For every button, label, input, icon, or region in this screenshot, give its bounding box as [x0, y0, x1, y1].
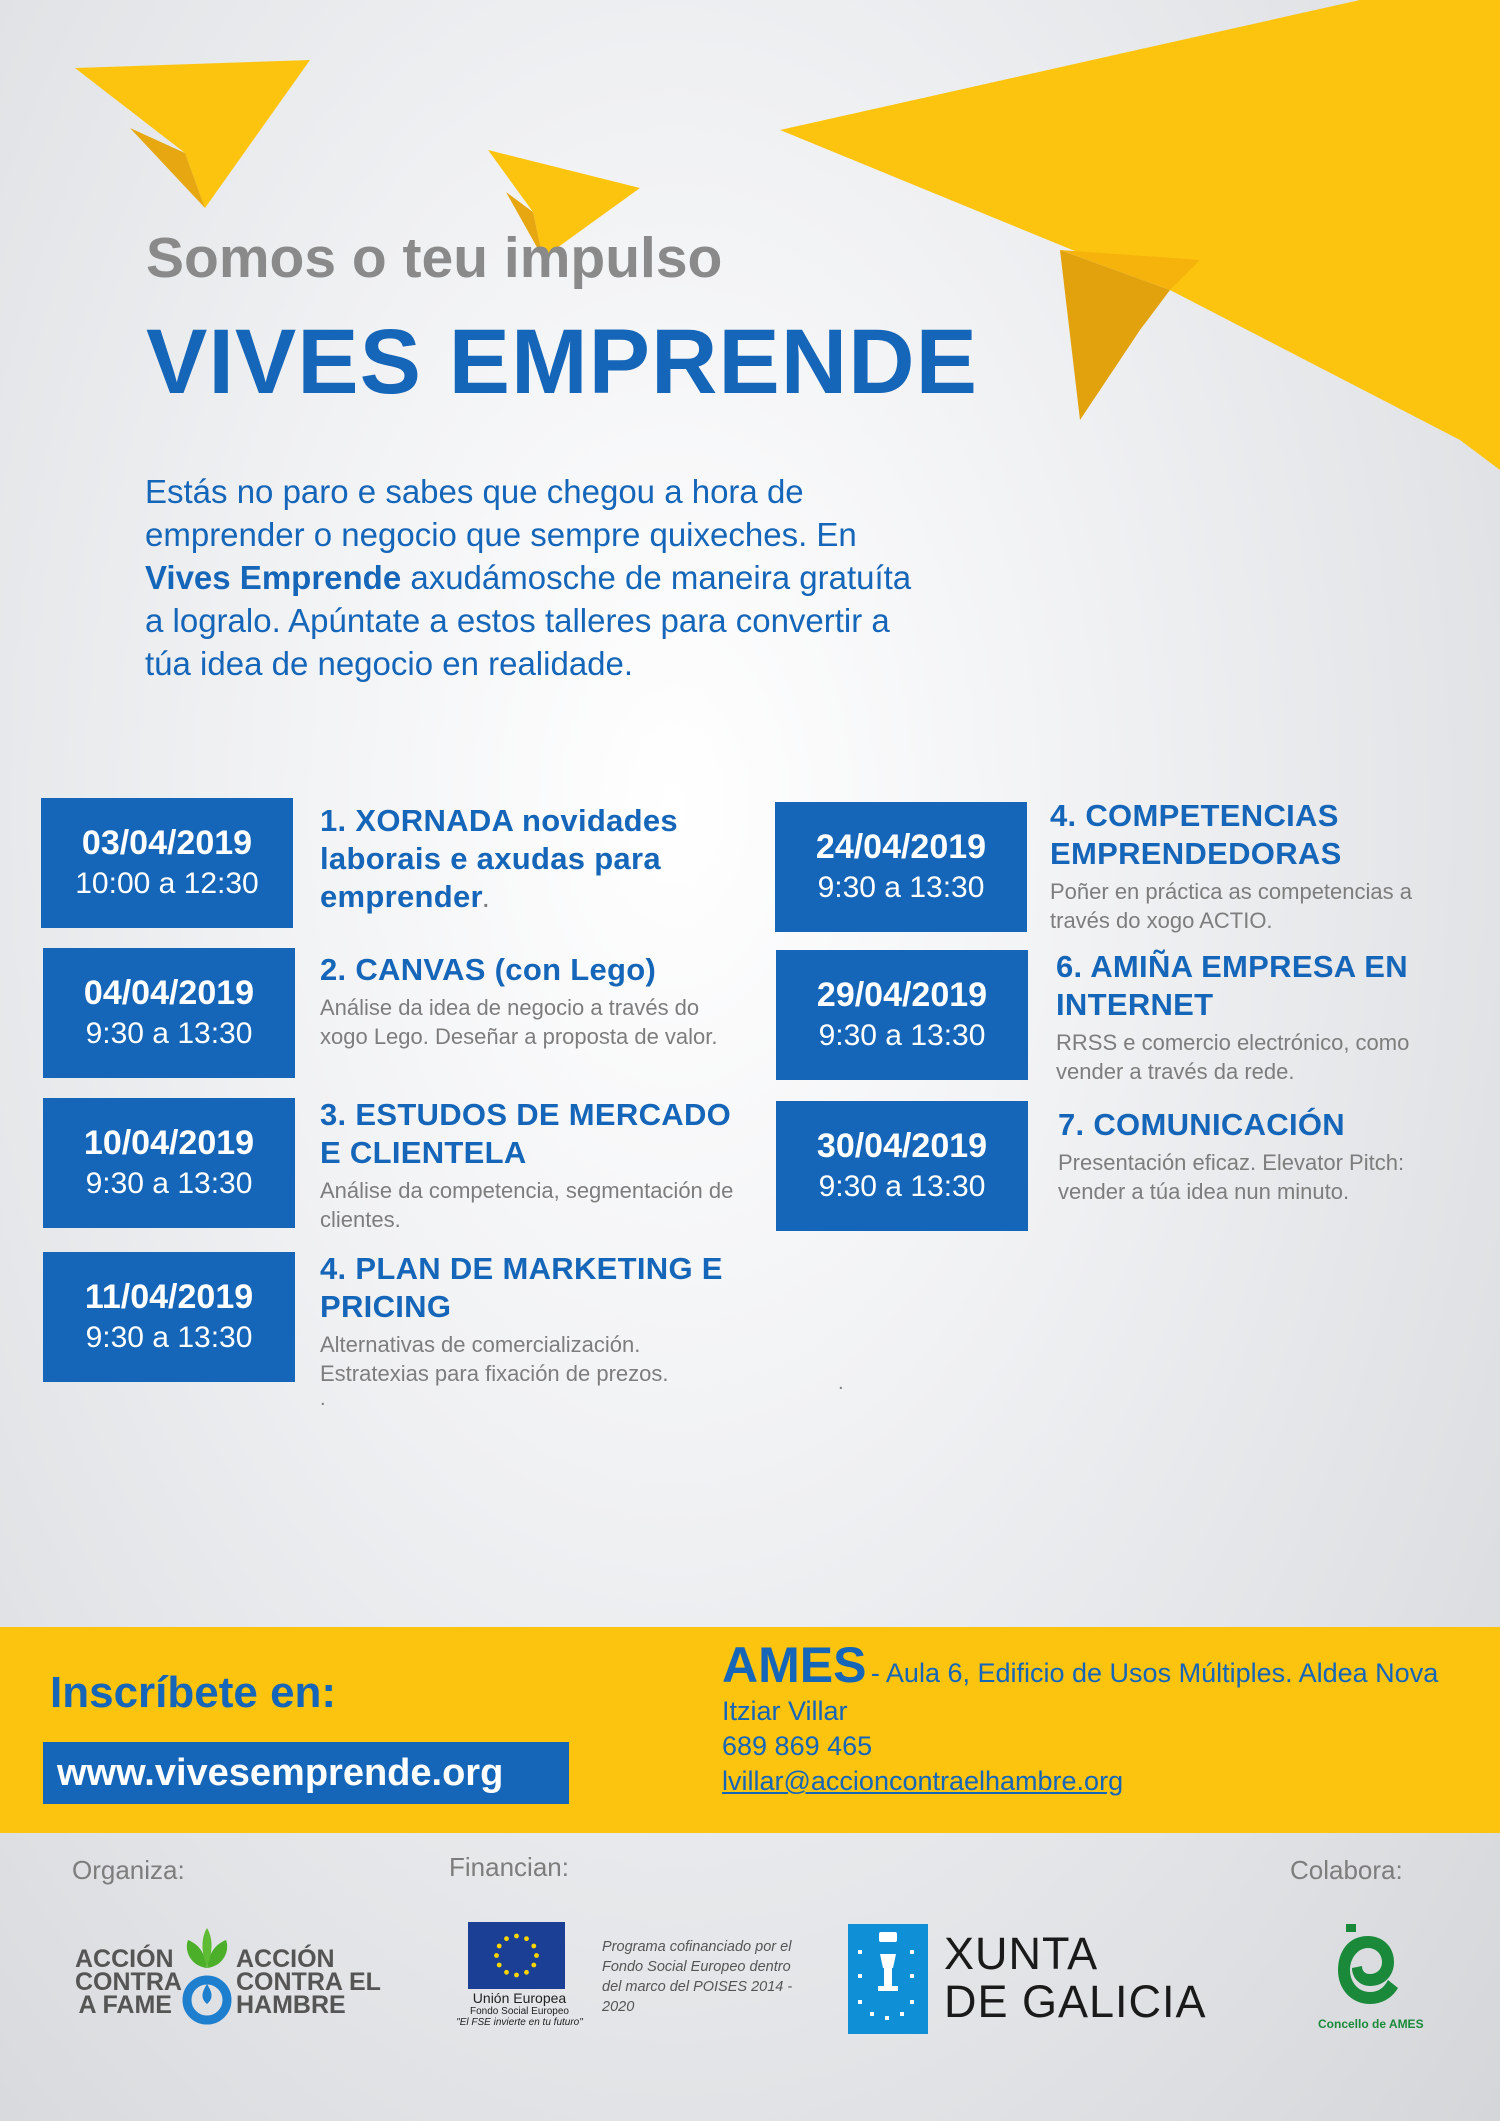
workshop-date: 29/04/2019 [816, 976, 988, 1014]
workshop-item [320, 802, 740, 920]
xunta-logo-text [944, 1930, 1207, 2026]
workshop-description: Alternativas de comercialización. Estratexias para fixación de prezos. [320, 1332, 669, 1386]
signup-label: Inscríbete en: [50, 1668, 337, 1717]
xunta-line2: DE GALICIA [944, 1976, 1207, 2027]
workshop-title: 4. COMPETENCIAS EMPRENDEDORAS [1050, 798, 1342, 871]
workshop-title: 7. COMUNICACIÓN [1058, 1107, 1345, 1142]
intro-paragraph [145, 470, 925, 685]
workshop-title-suffix: . [482, 890, 489, 912]
contact-phone[interactable]: 689 869 465 [722, 1731, 873, 1761]
workshop-description: Poñer en práctica as competencias a través do xogo ACTIO. [1050, 879, 1412, 933]
tagline: Somos o teu impulso [146, 226, 723, 290]
financian-label: Financian: [449, 1852, 569, 1882]
eu-flag-icon [468, 1922, 565, 1989]
workshop-item [320, 1250, 750, 1411]
acf-logo-left-text [75, 1945, 182, 2019]
workshop-time: 10:00 a 12:30 [75, 867, 259, 900]
intro-text-2: axudámosche de maneira gratuíta a logralo. Apúntate a estos talleres para convertir a túa idea de negocio en realidade. [145, 559, 912, 682]
programa-text: Programa cofinanciado por el Fondo Social Europeo dentro del marco del POISES 2014 - 2020 [602, 1939, 793, 2015]
workshop-title: 3. ESTUDOS DE MERCADO E CLIENTELA [320, 1097, 732, 1170]
acf-emblem-icon [180, 1928, 234, 2026]
stray-dot: . [838, 1372, 844, 1394]
contact-town: AMES [722, 1637, 867, 1693]
workshop-title: 6. AMIÑA EMPRESA EN INTERNET [1056, 949, 1408, 1022]
workshop-time: 9:30 a 13:30 [85, 1017, 253, 1050]
concello-ames-logo-icon [1332, 1924, 1404, 2014]
workshop-description: Análise da competencia, segmentación de clientes. [320, 1178, 734, 1232]
paper-plane-icon-small [75, 58, 315, 208]
trailing-dot: . [320, 1388, 326, 1410]
workshop-title [320, 802, 740, 920]
contact-block [722, 1636, 1438, 1799]
workshop-description: Presentación eficaz. Elevator Pitch: vender a túa idea nun minuto. [1058, 1150, 1405, 1204]
xunta-shield-icon [848, 1924, 928, 2034]
workshop-time: 9:30 a 13:30 [817, 871, 985, 904]
workshop-date: 24/04/2019 [815, 828, 987, 866]
workshop-item [1050, 797, 1470, 935]
page-title: VIVES EMPRENDE [146, 311, 978, 413]
workshop-date: 04/04/2019 [83, 974, 255, 1012]
workshop-title: 4. PLAN DE MARKETING E PRICING [320, 1251, 723, 1324]
workshop-description: RRSS e comercio electrónico, como vender a través da rede. [1056, 1030, 1410, 1084]
contact-email-link[interactable]: lvillar@accioncontraelhambre.org [722, 1766, 1124, 1796]
organiza-label: Organiza: [72, 1855, 185, 1885]
date-box [775, 802, 1027, 932]
workshop-description: Análise da idea de negocio a través do xogo Lego. Deseñar a proposta de valor. [320, 995, 718, 1049]
date-box [43, 948, 295, 1078]
intro-text-1: Estás no paro e sabes que chegou a hora de emprender o negocio que sempre quixeches. En [145, 473, 857, 553]
acf-right-line1: ACCIÓN [236, 1945, 335, 1973]
acf-left-line2: CONTRA [75, 1968, 182, 1996]
workshop-date: 11/04/2019 [84, 1278, 254, 1316]
workshop-time: 9:30 a 13:30 [85, 1321, 253, 1354]
workshop-date: 03/04/2019 [81, 824, 253, 862]
workshop-time: 9:30 a 13:30 [818, 1019, 986, 1052]
workshop-date: 10/04/2019 [83, 1124, 255, 1162]
acf-right-line3: HAMBRE [236, 1991, 346, 2019]
workshop-item [1058, 1106, 1468, 1206]
intro-brand: Vives Emprende [145, 559, 402, 596]
date-box [776, 1101, 1028, 1231]
eu-caption-block [447, 1990, 592, 2028]
eu-subcaption-2: "El FSE invierte en tu futuro" [456, 2017, 583, 2028]
acf-logo-right-text [236, 1945, 381, 2019]
date-box [776, 950, 1028, 1080]
date-box [43, 1098, 295, 1228]
workshop-item [320, 951, 750, 1051]
workshop-time: 9:30 a 13:30 [818, 1170, 986, 1203]
acf-left-line1: ACCIÓN [75, 1945, 174, 1973]
contact-address: - Aula 6, Edificio de Usos Múltiples. Aldea Nova [870, 1658, 1439, 1688]
eu-caption: Unión Europea [472, 1990, 567, 2006]
acf-left-line3: A FAME [78, 1991, 172, 2019]
contact-person: Itziar Villar [722, 1696, 848, 1726]
concello-ames-caption: Concello de AMES [1318, 2017, 1424, 2031]
workshop-title: 2. CANVAS (con Lego) [320, 952, 657, 987]
date-box [41, 798, 293, 928]
workshop-title-text: 1. XORNADA novidades laborais e axudas para emprender [320, 803, 678, 914]
website-link[interactable]: www.vivesemprende.org [43, 1742, 569, 1804]
date-box [43, 1252, 295, 1382]
eu-subcaption-1: Fondo Social Europeo [470, 2006, 569, 2017]
workshop-item [320, 1096, 750, 1234]
xunta-line1: XUNTA [944, 1928, 1099, 1979]
acf-right-line2: CONTRA EL [236, 1968, 381, 1996]
workshop-item [1056, 948, 1476, 1086]
colabora-label: Colabora: [1290, 1855, 1403, 1885]
workshop-time: 9:30 a 13:30 [85, 1167, 253, 1200]
workshop-date: 30/04/2019 [816, 1127, 988, 1165]
